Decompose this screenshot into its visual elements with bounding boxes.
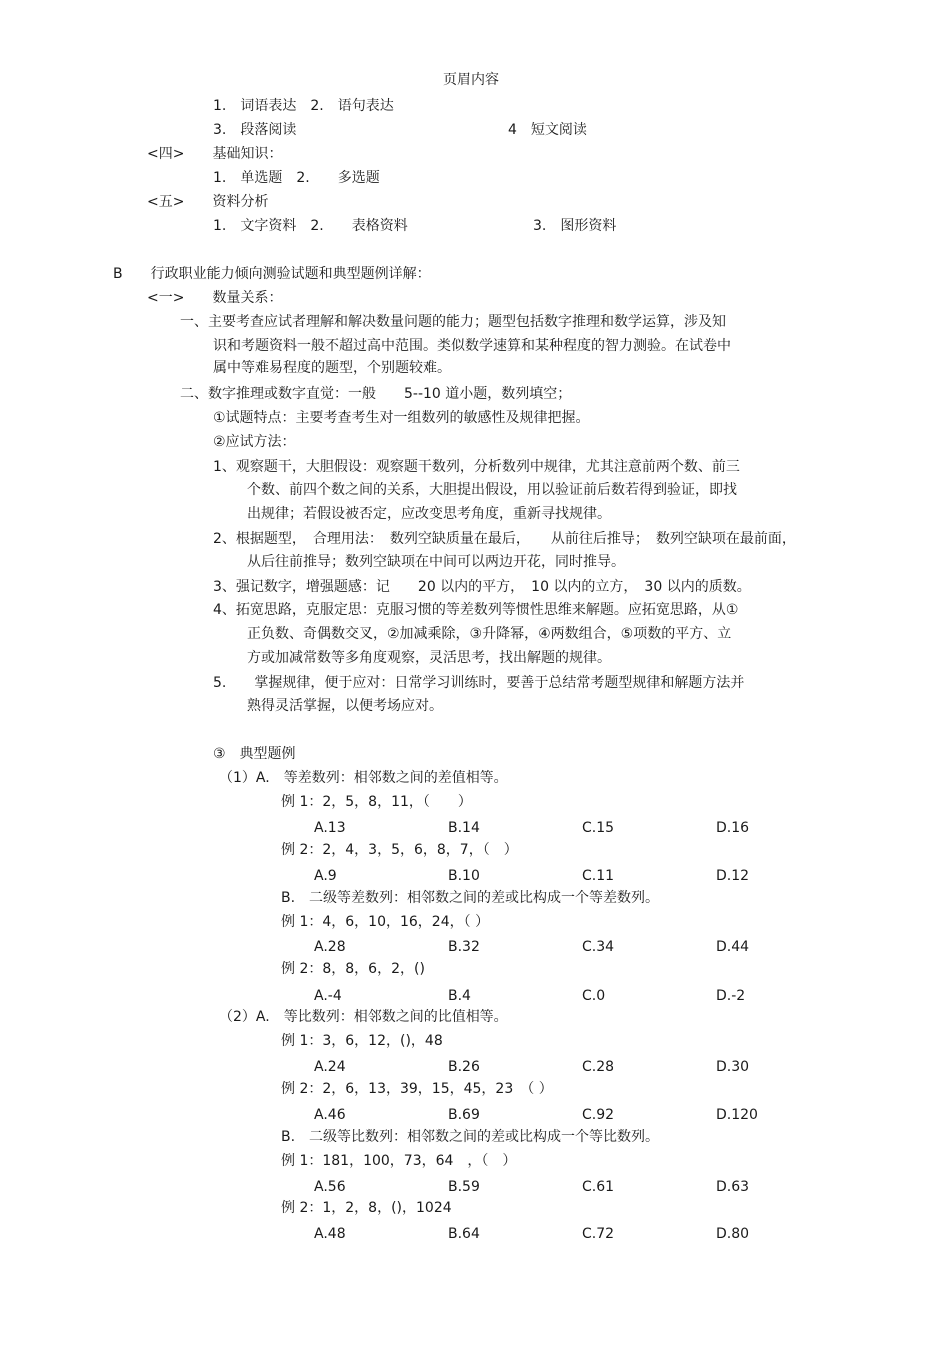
text-line: 1. 词语表达 2. 语句表达	[213, 98, 394, 114]
text-line: <四> 基础知识：	[147, 146, 283, 162]
text-line: 熟得灵活掌握，以便考场应对。	[247, 698, 443, 714]
text-line: 3. 图形资料	[533, 218, 617, 234]
option-b: B.64	[448, 1226, 480, 1242]
text-line: 个数、前四个数之间的关系，大胆提出假设，用以验证前后数若得到验证，即找	[247, 482, 737, 498]
option-a: A.48	[314, 1226, 346, 1242]
option-b: B.14	[448, 820, 480, 836]
text-line: 5. 掌握规律，便于应对：日常学习训练时，要善于总结常考题型规律和解题方法并	[213, 675, 745, 691]
text-line: 1、观察题干，大胆假设：观察题干数列，分析数列中规律，尤其注意前两个数、前三	[213, 459, 740, 475]
option-c: C.0	[582, 988, 606, 1004]
text-line: （2）A. 等比数列：相邻数之间的比值相等。	[219, 1009, 508, 1025]
option-c: C.15	[582, 820, 615, 836]
text-line: 识和考题资料一般不超过高中范围。类似数学速算和某种程度的智力测验。在试卷中	[213, 338, 731, 354]
text-line: 1. 单选题 2. 多选题	[213, 170, 380, 186]
option-b: B.69	[448, 1107, 480, 1123]
subsection-heading: <一> 数量关系：	[147, 290, 283, 306]
text-line: 2、根据题型， 合理用法： 数列空缺质量在最后， 从前往后推导； 数列空缺项在最前面，	[213, 531, 796, 547]
question-line: 例 1：4，6，10，16，24，（ ）	[281, 914, 490, 930]
option-c: C.34	[582, 939, 615, 955]
text-line: 4、拓宽思路，克服定思：克服习惯的等差数列等惯性思维来解题。应拓宽思路，从①	[213, 602, 739, 618]
option-b: B.4	[448, 988, 471, 1004]
text-line: （1）A. 等差数列：相邻数之间的差值相等。	[219, 770, 508, 786]
option-d: D.44	[716, 939, 750, 955]
text-line: 一、主要考查应试者理解和解决数量问题的能力；题型包括数字推理和数学运算，涉及知	[180, 314, 726, 330]
text-line: ③ 典型题例	[213, 746, 296, 762]
option-d: D.16	[716, 820, 750, 836]
question-line: 例 2：8，8，6，2，()	[281, 961, 425, 977]
text-line: 二、数字推理或数字直觉：一般 5--10 道小题，数列填空；	[180, 386, 572, 402]
option-b: B.59	[448, 1179, 480, 1195]
option-d: D.80	[716, 1226, 750, 1242]
option-a: A.13	[314, 820, 346, 836]
option-b: B.26	[448, 1059, 480, 1075]
text-line: ①试题特点：主要考查考生对一组数列的敏感性及规律把握。	[213, 410, 590, 426]
option-d: D.63	[716, 1179, 750, 1195]
text-line: 正负数、奇偶数交叉，②加减乘除，③升降幂，④两数组合，⑤项数的平方、立	[247, 626, 732, 642]
text-line: B. 二级等差数列：相邻数之间的差或比构成一个等差数列。	[281, 890, 660, 906]
text-line: 出规律；若假设被否定，应改变思考角度，重新寻找规律。	[247, 506, 611, 522]
question-line: 例 1：3，6，12，()，48	[281, 1033, 443, 1049]
question-line: 例 2：1，2，8，()，1024	[281, 1200, 452, 1216]
option-c: C.92	[582, 1107, 615, 1123]
page-header: 页眉内容	[443, 72, 499, 88]
question-line: 例 2：2，6，13，39，15，45，23 （ ）	[281, 1081, 553, 1097]
text-line: 3、强记数字，增强题感：记 20 以内的平方， 10 以内的立方， 30 以内的质数。	[213, 579, 751, 595]
option-d: D.12	[716, 868, 750, 884]
option-c: C.72	[582, 1226, 615, 1242]
text-line: 属中等难易程度的题型，个别题较难。	[213, 360, 451, 376]
option-d: D.120	[716, 1107, 758, 1123]
option-a: A.56	[314, 1179, 346, 1195]
text-line: 从后往前推导；数列空缺项在中间可以两边开花，同时推导。	[247, 554, 625, 570]
option-a: A.28	[314, 939, 346, 955]
option-b: B.10	[448, 868, 480, 884]
question-line: 例 2：2，4，3，5，6，8，7，（ ）	[281, 842, 518, 858]
text-line: 4 短文阅读	[508, 122, 587, 138]
option-c: C.61	[582, 1179, 615, 1195]
text-line: 1. 文字资料 2. 表格资料	[213, 218, 408, 234]
option-d: D.-2	[716, 988, 746, 1004]
option-a: A.46	[314, 1107, 346, 1123]
option-a: A.24	[314, 1059, 346, 1075]
text-line: ②应试方法：	[213, 434, 296, 450]
option-a: A.9	[314, 868, 337, 884]
section-heading: B 行政职业能力倾向测验试题和典型题例详解：	[113, 266, 431, 282]
text-line: <五> 资料分析	[147, 194, 269, 210]
question-line: 例 1：181，100，73，64 ，（ ）	[281, 1153, 517, 1169]
option-d: D.30	[716, 1059, 750, 1075]
option-c: C.11	[582, 868, 615, 884]
option-b: B.32	[448, 939, 480, 955]
text-line: 3. 段落阅读	[213, 122, 297, 138]
text-line: 方或加减常数等多角度观察，灵活思考，找出解题的规律。	[247, 650, 611, 666]
option-c: C.28	[582, 1059, 615, 1075]
option-a: A.-4	[314, 988, 342, 1004]
text-line: B. 二级等比数列：相邻数之间的差或比构成一个等比数列。	[281, 1129, 660, 1145]
question-line: 例 1：2，5，8，11，（ ）	[281, 794, 472, 810]
